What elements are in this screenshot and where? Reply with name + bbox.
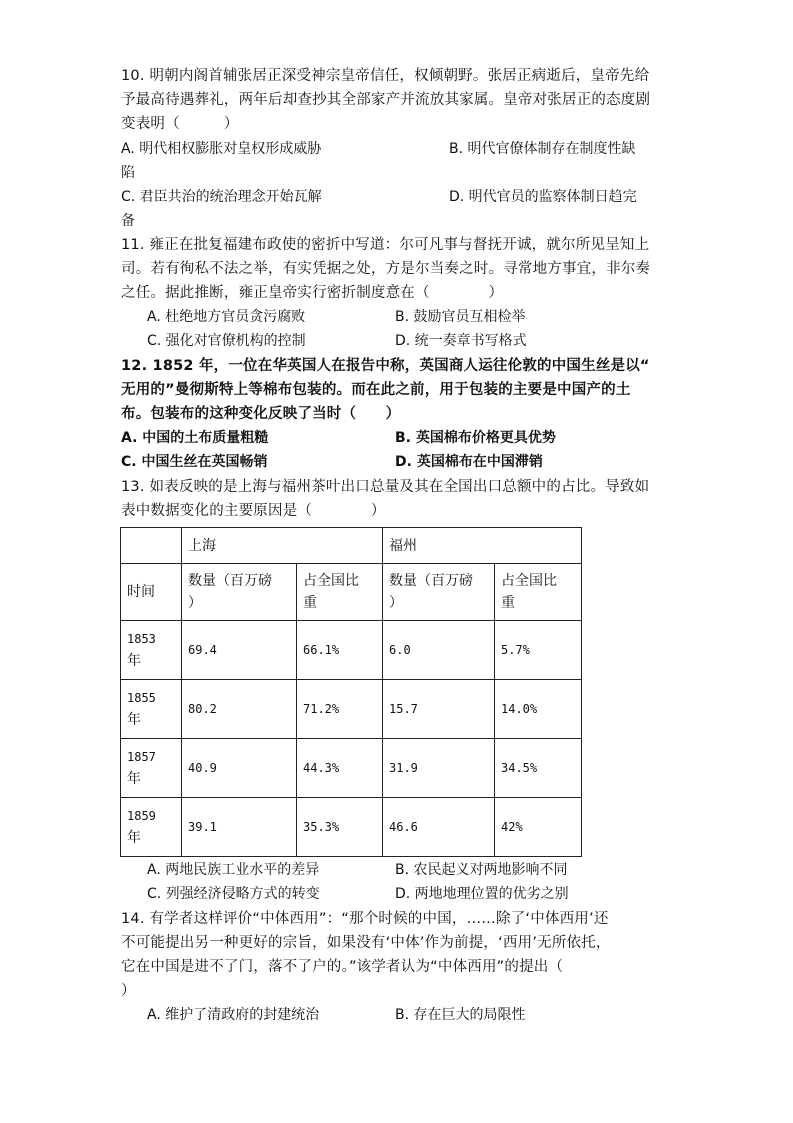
year-cell: 1853 年 (121, 621, 182, 680)
q13-stem-line-1: 13. 如表反映的是上海与福州茶叶出口总量及其在全国出口总额中的占比。导致如 (121, 479, 650, 495)
q12-option-b[interactable]: B. 英国棉布价格更具优势 (395, 430, 556, 446)
q14-option-b[interactable]: B. 存在巨大的局限性 (395, 1007, 526, 1023)
fuzhou-share-cell: 34.5% (495, 739, 582, 798)
q13-stem-line-2: 表中数据变化的主要原因是（ ） (121, 503, 386, 519)
q10-stem-line-2: 予最高待遇葬礼，两年后却查抄其全部家产并流放其家属。皇帝对张居正的态度剧 (121, 92, 651, 108)
q13-option-a[interactable]: A. 两地民族工业水平的差异 (147, 862, 320, 878)
table-corner-cell (121, 528, 182, 564)
q11-stem-line-3: 之任。据此推断，雍正皇帝实行密折制度意在（ ） (121, 285, 504, 301)
q13-option-b[interactable]: B. 农民起义对两地影响不同 (395, 862, 568, 878)
shanghai-qty-cell: 80.2 (182, 680, 297, 739)
time-header: 时间 (121, 564, 182, 621)
q12-stem-line-2: 无用的”曼彻斯特上等棉布包装的。而在此之前，用于包装的主要是中国产的土 (121, 382, 631, 398)
q12-stem-line-1: 12. 1852 年，一位在华英国人在报告中称，英国商人运往伦敦的中国生丝是以“ (121, 358, 650, 374)
q10-option-c[interactable]: C. 君臣共治的统治理念开始瓦解 (121, 189, 322, 205)
q14-stem-line-3: 它在中国是进不了门，落不了户的。”该学者认为“中体西用”的提出（ (121, 959, 564, 975)
fuzhou-qty-cell: 31.9 (383, 739, 495, 798)
shanghai-share-header: 占全国比 重 (297, 564, 383, 621)
year-cell: 1855 年 (121, 680, 182, 739)
q11-option-a[interactable]: A. 杜绝地方官员贪污腐败 (147, 309, 306, 325)
q13-option-c[interactable]: C. 列强经济侵略方式的转变 (147, 886, 320, 902)
shanghai-share-cell: 35.3% (297, 798, 383, 857)
tea-export-table (120, 527, 582, 857)
q12-option-c[interactable]: C. 中国生丝在英国畅销 (121, 454, 268, 470)
year-cell: 1857 年 (121, 739, 182, 798)
fuzhou-share-header: 占全国比 重 (495, 564, 582, 621)
shanghai-qty-header: 数量（百万磅 ） (182, 564, 297, 621)
shanghai-share-cell: 44.3% (297, 739, 383, 798)
table-row (121, 680, 582, 739)
q14-option-a[interactable]: A. 维护了清政府的封建统治 (147, 1007, 320, 1023)
q14-stem-line-4: ） (121, 983, 136, 999)
q12-option-d[interactable]: D. 英国棉布在中国滞销 (395, 454, 543, 470)
q13-option-d[interactable]: D. 两地地理位置的优劣之别 (395, 886, 569, 902)
q10-stem-line-3: 变表明（ ） (121, 116, 239, 132)
shanghai-qty-cell: 40.9 (182, 739, 297, 798)
q12-stem-line-3: 布。包装布的这种变化反映了当时（ ） (121, 406, 401, 422)
fuzhou-qty-cell: 15.7 (383, 680, 495, 739)
fuzhou-qty-cell: 6.0 (383, 621, 495, 680)
city-fuzhou-header: 福州 (383, 528, 582, 564)
shanghai-share-cell: 66.1% (297, 621, 383, 680)
q10-option-b[interactable]: B. 明代官僚体制存在制度性缺 (449, 141, 636, 157)
q10-option-d-continued: 备 (121, 213, 135, 229)
q10-option-d[interactable]: D. 明代官员的监察体制日趋完 (449, 189, 637, 205)
q10-stem-line-1: 10. 明朝内阁首辅张居正深受神宗皇帝信任，权倾朝野。张居正病逝后，皇帝先给 (121, 68, 650, 84)
city-shanghai-header: 上海 (182, 528, 383, 564)
q14-stem-line-2: 不可能提出另一种更好的宗旨，如果没有‘中体’作为前提，‘西用’无所依托， (121, 935, 611, 951)
table-row (121, 739, 582, 798)
q11-stem-line-1: 11. 雍正在批复福建布政使的密折中写道：尔可凡事与督抚开诚，就尔所见呈知上 (121, 237, 650, 253)
fuzhou-share-cell: 14.0% (495, 680, 582, 739)
q11-option-b[interactable]: B. 鼓励官员互相检举 (395, 309, 526, 325)
table-row (121, 798, 582, 857)
q12-option-a[interactable]: A. 中国的土布质量粗糙 (121, 430, 269, 446)
q11-option-d[interactable]: D. 统一奏章书写格式 (395, 333, 527, 349)
table-header-row-metrics (121, 564, 582, 621)
q14-stem-line-1: 14. 有学者这样评价“中体西用”：“那个时候的中国，……除了‘中体西用’还 (121, 911, 609, 927)
q11-option-c[interactable]: C. 强化对官僚机构的控制 (147, 333, 306, 349)
shanghai-qty-cell: 69.4 (182, 621, 297, 680)
fuzhou-qty-header: 数量（百万磅 ） (383, 564, 495, 621)
table-row (121, 621, 582, 680)
year-cell: 1859 年 (121, 798, 182, 857)
fuzhou-share-cell: 42% (495, 798, 582, 857)
q10-option-a[interactable]: A. 明代相权膨胀对皇权形成威胁 (121, 141, 322, 157)
fuzhou-qty-cell: 46.6 (383, 798, 495, 857)
q10-option-b-continued: 陷 (121, 165, 135, 181)
shanghai-share-cell: 71.2% (297, 680, 383, 739)
shanghai-qty-cell: 39.1 (182, 798, 297, 857)
fuzhou-share-cell: 5.7% (495, 621, 582, 680)
table-header-row-cities (121, 528, 582, 564)
q11-stem-line-2: 司。若有徇私不法之举，有实凭据之处，方是尔当奏之时。寻常地方事宜，非尔奏 (121, 261, 651, 277)
